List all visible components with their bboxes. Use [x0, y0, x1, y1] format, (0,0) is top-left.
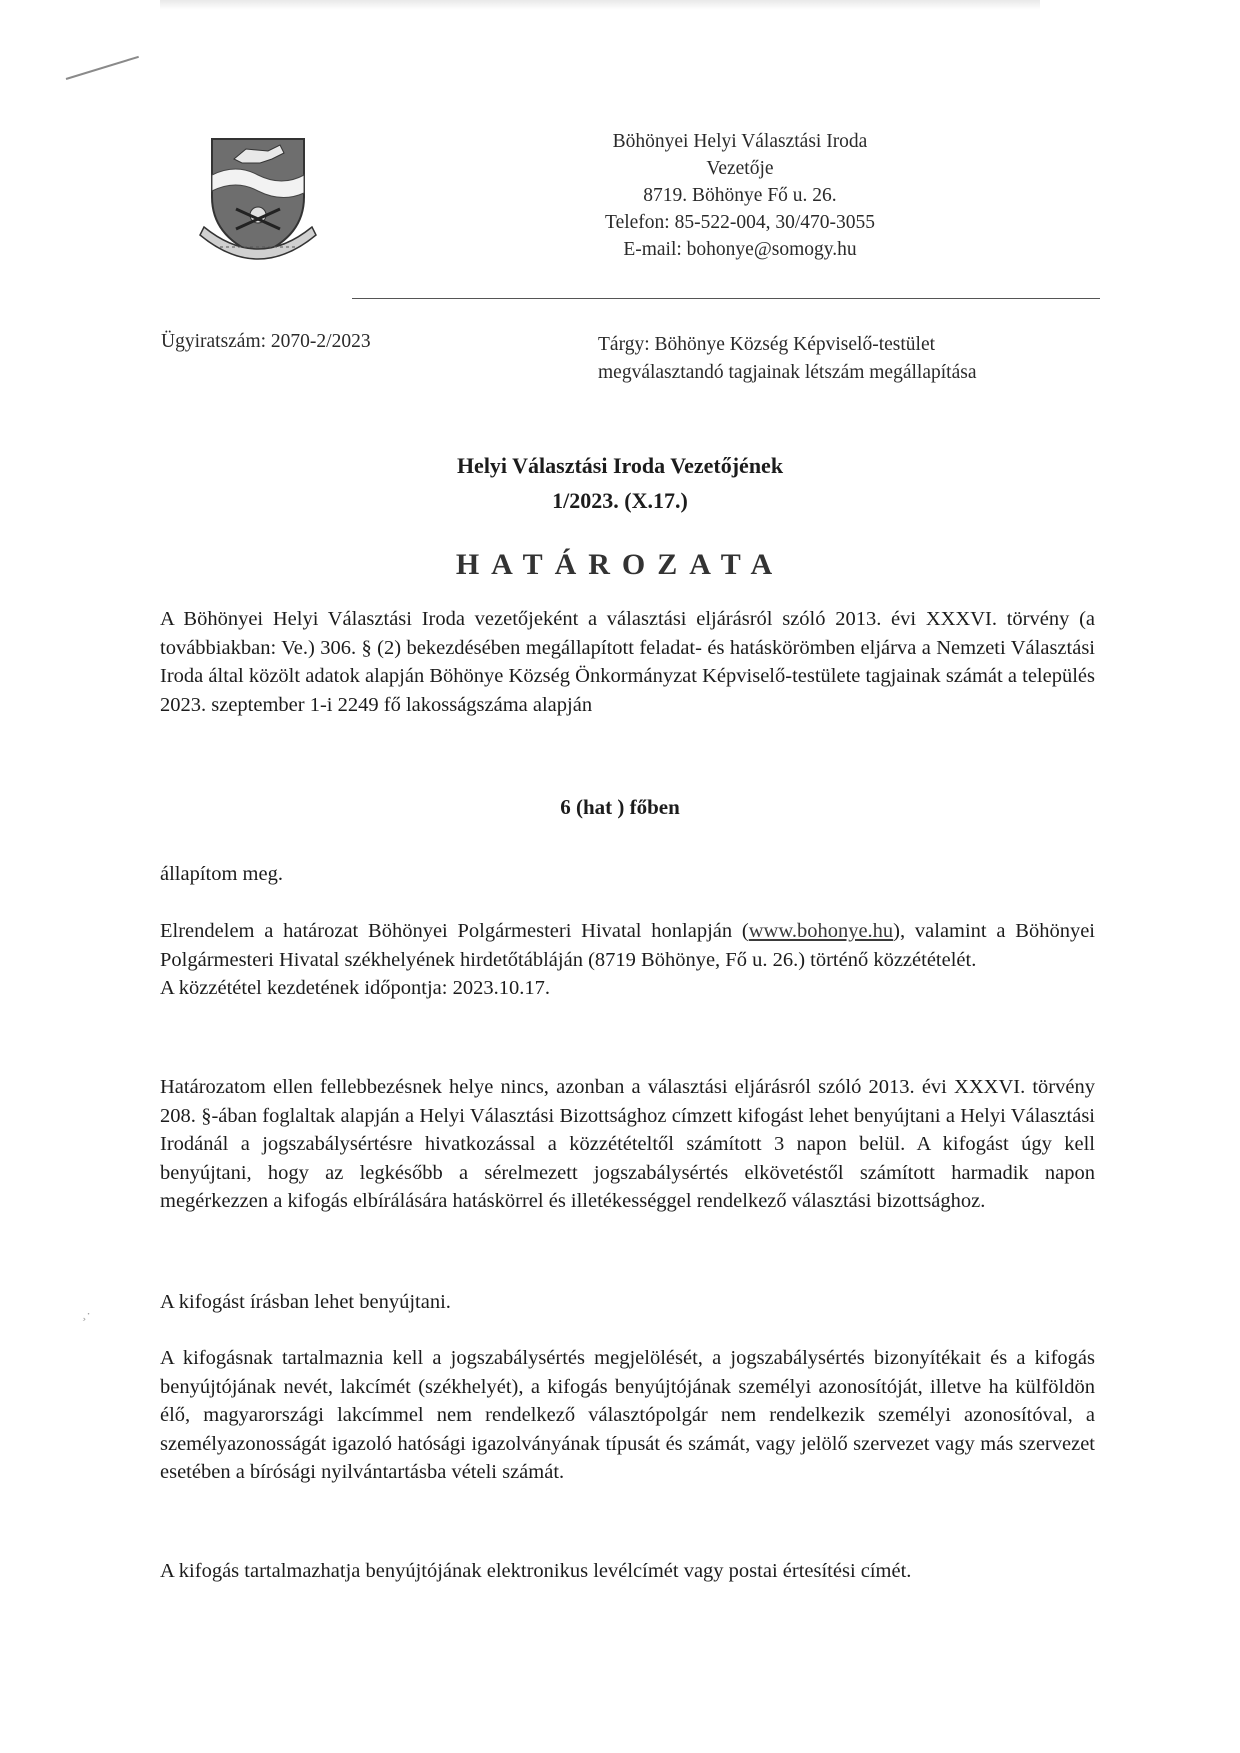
office-address: 8719. Böhönye Fő u. 26. [643, 185, 837, 206]
subject-line-1: Tárgy: Böhönye Község Képviselő-testület [598, 334, 936, 355]
issuer-header [480, 128, 1000, 263]
pen-mark [66, 56, 139, 80]
paragraph-written: A kifogást írásban lehet benyújtani. [160, 1291, 451, 1313]
decision-heading: HATÁROZATA [455, 548, 785, 581]
decision-title: Helyi Választási Iroda Vezetőjének [456, 453, 784, 478]
publication-date: A közzététel kezdetének időpontja: 2023.10.17. [160, 977, 550, 1000]
subject-line-2: megválasztandó tagjainak létszám megállapítása [598, 362, 977, 383]
paragraph-appeal: Határozatom ellen fellebbezésnek helye nincs, azonban a választási eljárásról szóló 2013. évi XXXVI. törvény 208. §-ában foglaltak alapján a Helyi Választási Bizottsághoz címzett kifogást lehet benyújtani a Helyi Választási Irodánál a jogszabálysértésre hivatkozással a közzétételtől számított 3 napon belül. A kifogást úgy kell benyújtani, hogy az legkésőbb a sérelmezett jogszabálysértés elkövetéstől számított harmadik napon megérkezzen a kifogás elbírálására hatáskörrel és illetékességgel rendelkező választási bizottsághoz. [160, 1076, 1095, 1213]
publication-text-a: Elrendelem a határozat Böhönyei Polgármesteri Hivatal honlapján ( [160, 920, 749, 942]
subject-block [598, 331, 976, 387]
publication-text-b: ), valamint a Böhönyei Polgármesteri Hivatal székhelyének hirdetőtábláján (8719 Böhönye, Fő u. 26.) történő közzétételét. [160, 920, 1096, 971]
office-email: E-mail: bohonye@somogy.hu [623, 239, 857, 260]
scan-edge-shadow [160, 0, 1040, 10]
paragraph-contact: A kifogás tartalmazhatja benyújtójának elektronikus levélcímét vagy postai értesítési címét. [160, 1560, 912, 1582]
office-phone: Telefon: 85-522-004, 30/470-3055 [605, 212, 875, 233]
decision-number: 1/2023. (X.17.) [552, 488, 688, 513]
office-name: Böhönyei Helyi Választási Iroda [612, 131, 868, 152]
header-divider [352, 298, 1100, 299]
website-link[interactable]: www.bohonye.hu [748, 920, 894, 942]
paragraph-intro: A Böhönyei Helyi Választási Iroda vezetőjeként a választási eljárásról szóló 2013. évi XXXVI. törvény (a továbbiakban: Ve.) 306. § (2) bekezdésében megállapított feladat- és hatáskörömben eljárva a Nemzeti Választási Iroda által közölt adatok alapján Böhönye Község Önkormányzat Képviselő-testülete tagjainak számát a település 2023. szeptember 1-i 2249 fő lakosságszáma alapján [160, 608, 1095, 716]
paragraph-publication [160, 917, 1095, 1003]
file-reference: Ügyiratszám: 2070-2/2023 [161, 331, 371, 352]
margin-mark: ¸· [82, 1306, 91, 1321]
paragraph-contents: A kifogásnak tartalmaznia kell a jogszabálysértés megjelölését, a jogszabálysértés bizonyítékait és a kifogás benyújtójának nevét, lakcímét (székhelyét), a kifogás benyújtójának személyi azonosítóját, illetve ha külföldön élő, magyarországi lakcímmel nem rendelkező választópolgár nem rendelkezik személyi azonosítóval, a személyazonosságát igazoló hatósági igazolványának típusát és számát, vagy jelölő szervezet vagy más szervezet esetében a bírósági nyilvántartásba vételi számát. [160, 1347, 1095, 1484]
coat-of-arms-icon [198, 133, 318, 271]
decision-statement: állapítom meg. [160, 863, 283, 885]
decision-result: 6 (hat ) főben [560, 795, 680, 819]
office-role: Vezetője [706, 158, 774, 179]
